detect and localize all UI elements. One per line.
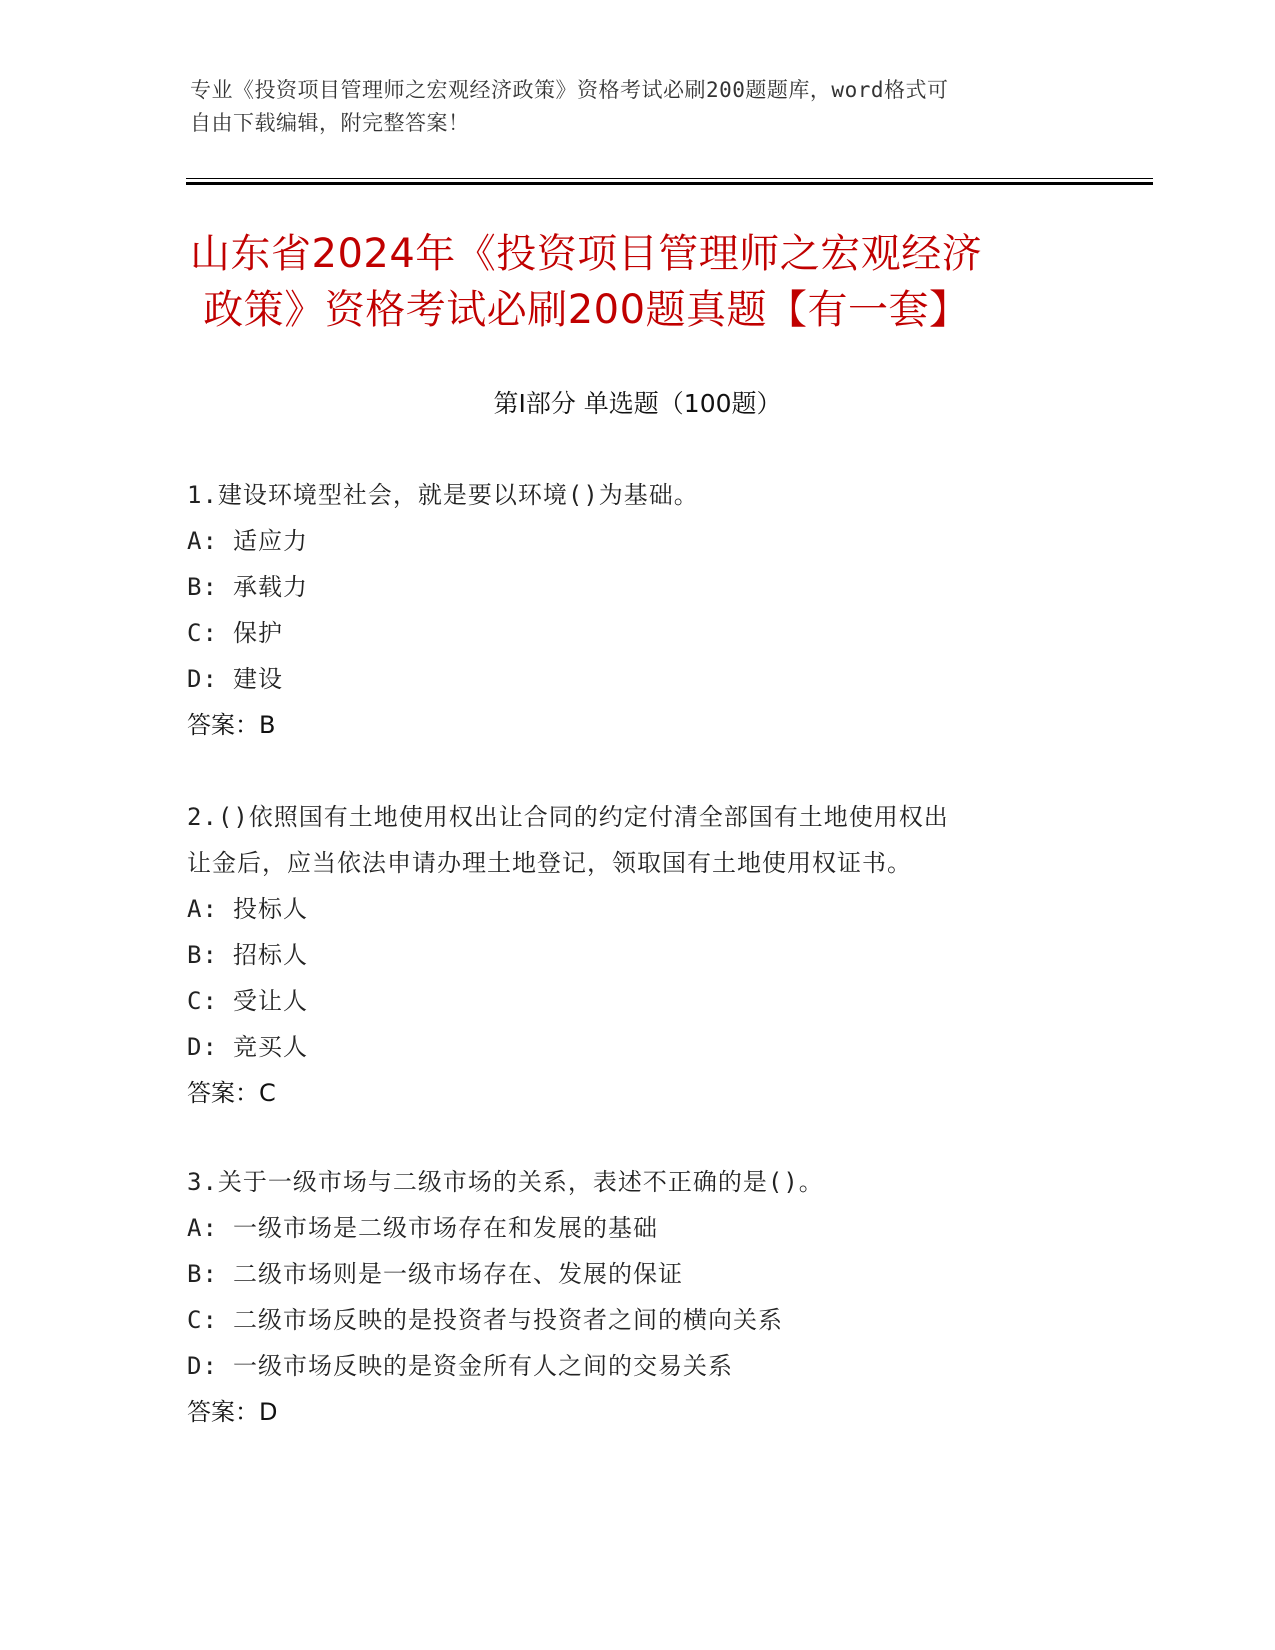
option-letter: B: [187,1260,218,1288]
option-letter: C: [187,619,218,647]
option-a [187,886,1087,932]
option-letter: C: [187,1306,218,1334]
option-b [187,932,1087,978]
answer-line: 答案：C [187,1079,276,1107]
option-c [187,610,1087,656]
option-letter: D: [187,1033,218,1061]
option-text: 受让人 [233,987,308,1015]
option-c [187,978,1087,1024]
document-title-line-2: 政策》资格考试必刷200题真题【有一套】 [190,287,970,333]
option-text: 承载力 [233,573,308,601]
question-3 [187,1159,1087,1435]
option-letter: B: [187,573,218,601]
option-b [187,1251,1087,1297]
answer-line: 答案：D [187,1398,278,1426]
option-letter: D: [187,1352,218,1380]
option-d [187,1024,1087,1070]
option-text: 投标人 [233,895,308,923]
option-letter: A: [187,527,218,555]
option-text: 二级市场则是一级市场存在、发展的保证 [233,1260,683,1288]
option-a [187,1205,1087,1251]
option-text: 招标人 [233,941,308,969]
header-divider-thick [186,182,1153,185]
option-text: 二级市场反映的是投资者与投资者之间的横向关系 [233,1306,783,1334]
option-a [187,518,1087,564]
option-letter: C: [187,987,218,1015]
answer-line: 答案：B [187,711,276,739]
option-letter: A: [187,895,218,923]
question-stem: 1.建设环境型社会，就是要以环境()为基础。 [187,481,699,509]
document-title [190,226,1090,338]
header-note-line-2: 自由下载编辑，附完整答案！ [190,111,470,135]
option-letter: A: [187,1214,218,1242]
header-note-line-1: 专业《投资项目管理师之宏观经济政策》资格考试必刷200题题库，word格式可 [190,78,949,102]
option-d [187,1343,1087,1389]
section-heading: 第Ⅰ部分 单选题（100题） [493,389,782,418]
question-1 [187,472,1087,748]
option-text: 适应力 [233,527,308,555]
question-2 [187,794,1087,1116]
option-letter: B: [187,941,218,969]
option-letter: D: [187,665,218,693]
question-stem-continued: 让金后，应当依法申请办理土地登记，领取国有土地使用权证书。 [187,849,912,877]
question-stem: 3.关于一级市场与二级市场的关系，表述不正确的是()。 [187,1168,824,1196]
option-b [187,564,1087,610]
question-stem: 2.()依照国有土地使用权出让合同的约定付清全部国有土地使用权出 [187,803,949,831]
option-text: 竞买人 [233,1033,308,1061]
option-text: 保护 [233,619,283,647]
header-note [190,74,1090,140]
option-d [187,656,1087,702]
header-divider-thin [186,178,1153,179]
option-text: 一级市场反映的是资金所有人之间的交易关系 [233,1352,733,1380]
option-text: 一级市场是二级市场存在和发展的基础 [233,1214,658,1242]
option-c [187,1297,1087,1343]
option-text: 建设 [233,665,283,693]
document-title-line-1: 山东省2024年《投资项目管理师之宏观经济 [190,231,983,277]
